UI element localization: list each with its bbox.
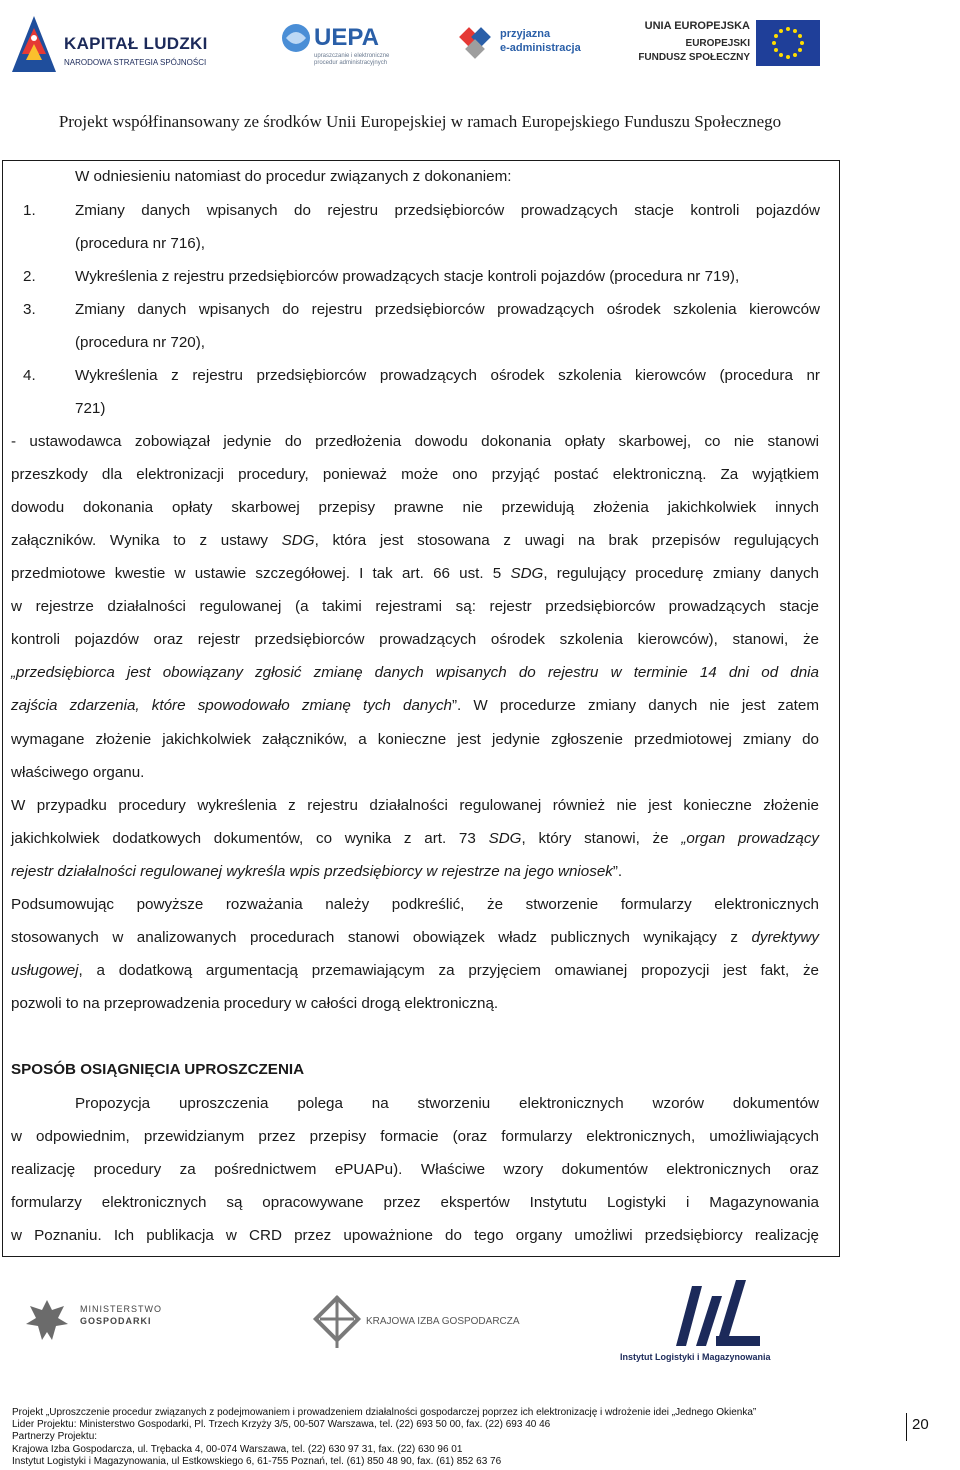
kapital-ludzki-emblem: [8, 14, 60, 74]
footer-partners-label: Partnerzy Projektu:: [12, 1431, 98, 1443]
footer-project-line: Projekt „Uproszczenie procedur związanych z podejmowaniem i prowadzeniem działalności gospodarczej poprzez ich elektronizację i wdrożenie idei „Jednego Okienka”: [12, 1407, 757, 1418]
section-heading: SPOSÓB OSIĄGNIĘCIA UPROSZCZENIA: [11, 1061, 305, 1078]
paragraph-line: formularzy elektronicznych są opracowywane przez ekspertów Instytutu Logistyki i Magazynowania: [11, 1194, 819, 1211]
list-item-text: Zmiany danych wpisanych do rejestru przedsiębiorców prowadzących stacje kontroli pojazdów: [75, 202, 820, 219]
paragraph-line: stosowanych w analizowanych procedurach stanowi obowiązek władz publicznych wynikający z dyrektywy: [11, 929, 819, 946]
ilim-logo: [616, 1276, 786, 1368]
footer-partner-ilim: Instytut Logistyki i Magazynowania, ul Estkowskiego 6, 61-755 Poznań, tel. (61) 850 48 90, fax. (61) 852 63 76: [12, 1455, 502, 1467]
footer-info: [12, 1407, 872, 1468]
eu-line3: FUNDUSZ SPOŁECZNY: [638, 52, 750, 63]
kapital-ludzki-sub: NARODOWA STRATEGIA SPÓJNOŚCI: [64, 58, 207, 67]
list-item-text: Zmiany danych wpisanych do rejestru przedsiębiorców prowadzących ośrodek szkolenia kierowców: [75, 301, 820, 318]
paragraph-line: pozwoli to na przeprowadzenia procedury w całości drogą elektroniczną.: [11, 995, 499, 1012]
eu-flag-icon: [756, 20, 820, 66]
paragraph-line: właściwego organu.: [11, 764, 145, 781]
project-cofinancing-line: Projekt współfinansowany ze środków Unii Europejskiej w ramach Europejskiego Funduszu Społecznego: [58, 112, 782, 131]
eu-line2: EUROPEJSKI: [685, 38, 750, 49]
paragraph-line: kontroli pojazdów oraz rejestr przedsiębiorców prowadzących ośrodek szkolenia kierowców), stanowi, że: [11, 631, 819, 648]
eagle-emblem-icon: [22, 1296, 72, 1346]
kapital-ludzki-logo: [8, 14, 208, 76]
paragraph-line: jakichkolwiek dodatkowych dokumentów, co wynika z art. 73 SDG, który stanowi, że „organ prowadzący: [11, 830, 820, 847]
list-item-text: (procedura nr 720),: [75, 334, 206, 351]
uepa-emblem: [280, 20, 312, 56]
uepa-sub1: upraszczanie i elektroniczne: [314, 53, 390, 59]
list-item-number: 1.: [23, 202, 36, 219]
mg-line2: GOSPODARKI: [80, 1316, 152, 1326]
paragraph-line: „przedsiębiorca jest obowiązany zgłosić zmianę danych wpisanych do rejestru w terminie 14 dni od dnia: [11, 664, 819, 681]
list-item-text: 721): [75, 400, 106, 417]
paragraph-line: zajścia zdarzenia, które spowodowało zmianę tych danych”. W procedurze zmiany danych nie jest zatem: [11, 697, 819, 714]
paragraph-line: usługowej, a dodatkową argumentacją przemawiającym za przyjęciem omawianej propozycji jest fakt, że: [11, 962, 819, 979]
paragraph-line: w rejestrze działalności regulowanej (a takimi rejestrami są: rejestr przedsiębiorców prowadzących stacje: [11, 598, 819, 615]
kig-name: KRAJOWA IZBA GOSPODARCZA: [366, 1316, 520, 1327]
eu-logo: [640, 14, 820, 74]
przyjazna-line1: przyjazna: [500, 28, 551, 40]
paragraph-line: w odpowiednim, przewidzianym przez przepisy formacie (oraz formularzy elektronicznych, umożliwiających: [11, 1128, 819, 1145]
eu-line1: UNIA EUROPEJSKA: [644, 20, 750, 32]
list-item-number: 2.: [23, 268, 36, 285]
paragraph-line: - ustawodawca zobowiązał jedynie do przedłożenia dowodu dokonania opłaty skarbowej, co nie stanowi: [11, 433, 819, 450]
puzzle-icon: [456, 24, 496, 64]
paragraph-line: Propozycja uproszczenia polega na stworzeniu elektronicznych wzorów dokumentów: [75, 1095, 819, 1112]
page-number-divider: [906, 1413, 907, 1441]
paragraph-line: w Poznaniu. Ich publikacja w CRD przez upoważnione do tego organy umożliwi przedsiębiorcy realizację: [11, 1227, 819, 1244]
ilim-name: Instytut Logistyki i Magazynowania: [620, 1352, 771, 1362]
footer-leader-line: Lider Projektu: Ministerstwo Gospodarki, Pl. Trzech Krzyży 3/5, 00-507 Warszawa, tel. (22) 693 50 00, fax. (22) 693 40 46: [12, 1419, 551, 1431]
paragraph-line: Podsumowując powyższe rozważania należy podkreślić, że stworzenie formularzy elektronicznych: [11, 896, 819, 913]
list-item-number: 3.: [23, 301, 36, 318]
paragraph-line: dowodu dokonania opłaty skarbowej przepisy prawne nie przewidują złożenia jakichkolwiek innych: [11, 499, 819, 516]
header-logos: [0, 0, 960, 90]
list-item-text: Wykreślenia z rejestru przedsiębiorców prowadzących stacje kontroli pojazdów (procedura nr 719),: [75, 268, 740, 285]
list-item-text: Wykreślenia z rejestru przedsiębiorców prowadzących ośrodek szkolenia kierowców (procedura nr: [75, 367, 820, 384]
przyjazna-e-administracja-logo: [456, 24, 586, 68]
paragraph-line: realizację procedury za pośrednictwem ePUAPu). Właściwe wzory dokumentów elektronicznych oraz: [11, 1161, 819, 1178]
ministerstwo-gospodarki-logo: [22, 1296, 172, 1350]
mg-line1: MINISTERSTWO: [80, 1304, 162, 1314]
paragraph-line: wymagane złożenie jakichkolwiek załączników, a konieczne jest jedynie zgłoszenie przedmiotowej zmiany do: [11, 731, 819, 748]
paragraph-line: załączników. Wynika to z ustawy SDG, która jest stosowana z uwagi na brak przepisów regulujących: [11, 532, 819, 549]
uepa-sub2: procedur administracyjnych: [314, 60, 388, 66]
page-number: 20: [912, 1416, 929, 1433]
paragraph-line: rejestr działalności regulowanej wykreśla wpis przedsiębiorcy w rejestrze na jego wniosek”.: [11, 863, 623, 880]
kig-emblem-icon: [312, 1292, 362, 1352]
przyjazna-line2: e-administracja: [500, 42, 581, 54]
paragraph-line: W przypadku procedury wykreślenia z rejestru działalności regulowanej również nie jest konieczne złożenie: [11, 797, 819, 814]
intro-text: W odniesieniu natomiast do procedur związanych z dokonaniem:: [75, 168, 512, 185]
paragraph-line: przedmiotowe kwestie w ustawie szczegółowej. I tak art. 66 ust. 5 SDG, regulujący procedurę zmiany danych: [11, 565, 819, 582]
footer-logos: [0, 1270, 960, 1390]
list-item-number: 4.: [23, 367, 36, 384]
paragraph-line: przeszkody dla elektronizacji procedury, ponieważ może ono przyjąć postać elektroniczną. Za wyjątkiem: [11, 466, 819, 483]
uepa-logo: [280, 20, 430, 72]
list-item-text: (procedura nr 716),: [75, 235, 206, 252]
kig-logo: [312, 1292, 532, 1356]
ilim-emblem-icon: [656, 1276, 776, 1348]
uepa-name: UEPA: [314, 24, 379, 51]
kapital-ludzki-name: KAPITAŁ LUDZKI: [64, 34, 208, 53]
footer-partner-kig: Krajowa Izba Gospodarcza, ul. Trębacka 4, 00-074 Warszawa, tel. (22) 630 97 31, fax. (22) 630 96 01: [12, 1443, 463, 1455]
content-box: [2, 160, 840, 1257]
